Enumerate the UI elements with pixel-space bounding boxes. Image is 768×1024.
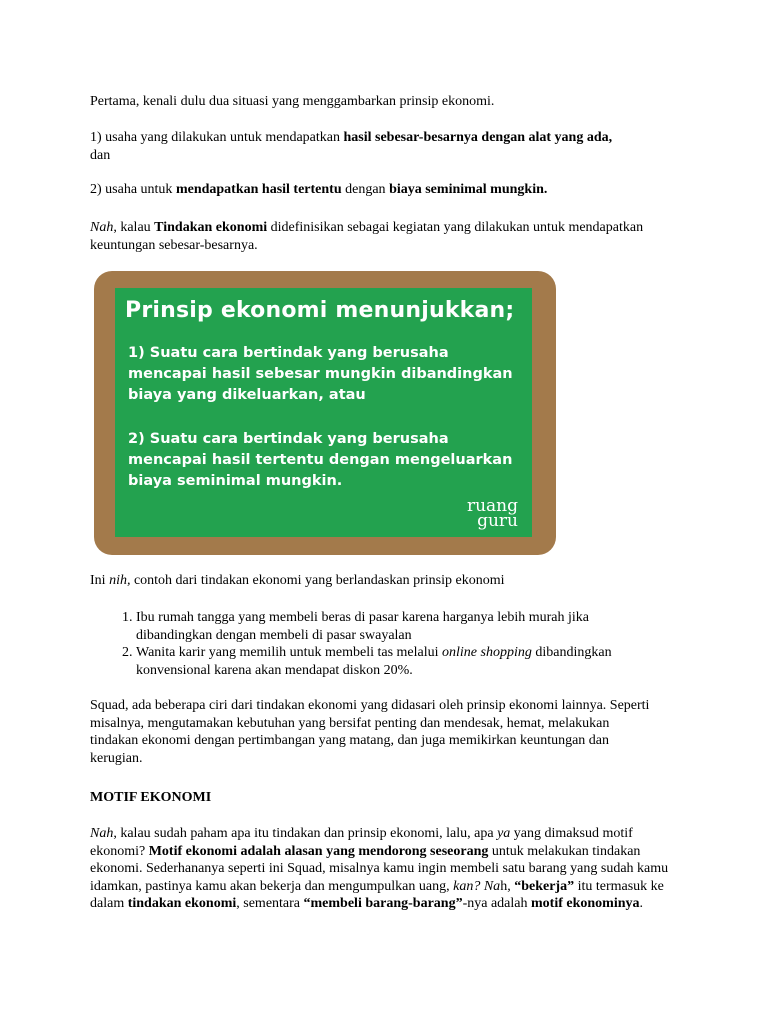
ruangguru-logo: ruang guru bbox=[466, 496, 518, 531]
list-item: 1. Ibu rumah tangga yang membeli beras di pasar karena harganya lebih murah jika dibandingkan dengan membeli di pasar swayalan bbox=[136, 609, 656, 644]
motif-paragraph: Nah, kalau sudah paham apa itu tindakan dan prinsip ekonomi, lalu, apa ya yang dimaksud motif ekonomi? Motif ekonomi adalah alasan yang mendorong seseorang untuk melakukan tindakan ekonomi. Sederhananya seperti ini Squad, misalnya kamu ingin membeli satu barang yang sudah kamu idamkan, pastinya kamu akan bekerja dan mengumpulkan uang, kan? Nah, “bekerja” itu termasuk ke dalam tindakan ekonomi, sementara “membeli barang-barang”-nya adalah motif ekonominya. bbox=[90, 826, 669, 911]
chalkboard-surface bbox=[115, 288, 532, 537]
situation-2-paragraph: 2) usaha untuk mendapatkan hasil tertentu dengan biaya seminimal mungkin. bbox=[90, 182, 548, 197]
characteristics-paragraph: Squad, ada beberapa ciri dari tindakan ekonomi yang didasari oleh prinsip ekonomi lainnya. Seperti misalnya, mengutamakan kebutuhan yang bersifat penting dan mendesak, hemat, melakukan tindakan ekonomi dengan pertimbangan yang matang, dan juga memikirkan keuntungan dan kerugian. bbox=[90, 698, 650, 766]
section-heading: MOTIF EKONOMI bbox=[90, 790, 212, 805]
chalkboard-item-1: 1) Suatu cara bertindak yang berusaha mencapai hasil sebesar mungkin dibandingkan biaya yang dikeluarkan, atau bbox=[128, 345, 513, 403]
list-item: 2. Wanita karir yang memilih untuk membeli tas melalui online shopping dibandingkan konvensional karena akan mendapat diskon 20%. bbox=[136, 644, 656, 679]
definition-paragraph: Nah, kalau Tindakan ekonomi didefinisikan sebagai kegiatan yang dilakukan untuk mendapatkan keuntungan sebesar-besarnya. bbox=[90, 220, 644, 253]
chalkboard-item-2: 2) Suatu cara bertindak yang berusaha mencapai hasil tertentu dengan mengeluarkan biaya seminimal mungkin. bbox=[128, 431, 513, 489]
intro-paragraph: Pertama, kenali dulu dua situasi yang menggambarkan prinsip ekonomi. bbox=[90, 94, 495, 109]
chalkboard-title: Prinsip ekonomi menunjukkan; bbox=[125, 298, 515, 323]
chalkboard-image bbox=[94, 271, 556, 555]
examples-intro-paragraph: Ini nih, contoh dari tindakan ekonomi yang berlandaskan prinsip ekonomi bbox=[90, 573, 505, 588]
examples-list bbox=[90, 609, 656, 679]
situation-1-paragraph: 1) usaha yang dilakukan untuk mendapatkan hasil sebesar-besarnya dengan alat yang ada, dan bbox=[90, 130, 613, 163]
